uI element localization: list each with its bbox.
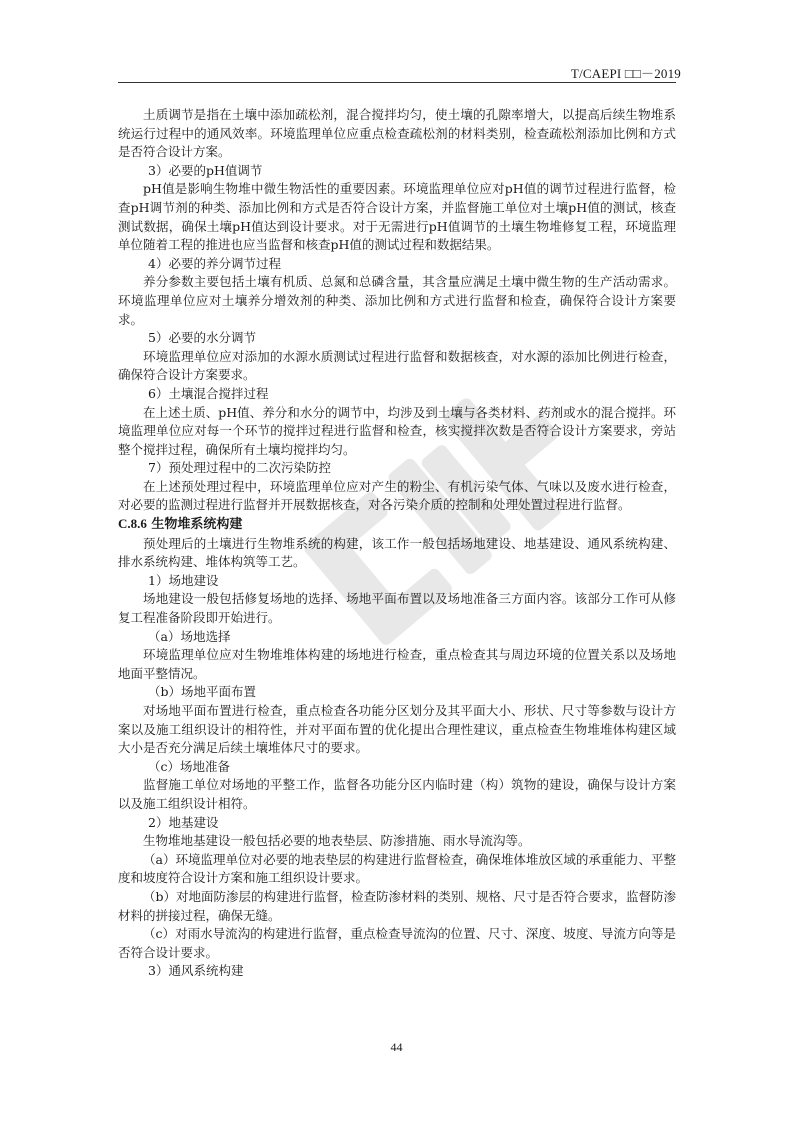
paragraph: 监督施工单位对场地的平整工作，监督各功能分区内临时建（构）筑物的建设，确保与设计方案以及施工组织设计相符。	[118, 777, 676, 811]
header-rule	[118, 82, 676, 83]
paragraph: 土质调节是指在土壤中添加疏松剂，混合搅拌均匀，使土壤的孔隙率增大，以提高后续生物堆系统运行过程中的通风效率。环境监理单位应重点检查疏松剂的材料类别，检查疏松剂添加比例和方式是否符合设计方案。	[118, 107, 676, 160]
section-heading	[118, 515, 676, 535]
paragraph: 生物堆地基建设一般包括必要的地表垫层、防渗措施、雨水导流沟等。	[143, 833, 531, 849]
list-item-heading: 1）场地建设	[148, 572, 219, 588]
paragraph: pH值是影响生物堆中微生物活性的重要因素。环境监理单位应对pH值的调节过程进行监督，检查pH调节剂的种类、添加比例和方式是否符合设计方案，并监督施工单位对土壤pH值的测试，核查测试数据，确保土壤pH值达到设计要求。对于无需进行pH值调节的土壤生物堆修复工程，环境监理单位随着工程的推进也应当监督和核查pH值的测试过程和数据结果。	[118, 181, 676, 253]
paragraph: 预处理后的土壤进行生物堆系统的构建，该工作一般包括场地建设、地基建设、通风系统构建、排水系统构建、堆体构筑等工艺。	[118, 535, 676, 570]
list-item-heading: 2）地基建设	[148, 814, 219, 830]
paragraph: 场地建设一般包括修复场地的选择、场地平面布置以及场地准备三方面内容。该部分工作可从修复工程准备阶段即开始进行。	[118, 591, 676, 626]
list-item-heading: 7）预处理过程中的二次污染防控	[148, 460, 331, 476]
sub-item-heading: （b）场地平面布置	[148, 684, 257, 700]
paragraph: （c）对雨水导流沟的构建进行监督，重点检查导流沟的位置、尺寸、深度、坡度、导流方向等是否符合设计要求。	[118, 926, 676, 960]
paragraph: 养分参数主要包括土壤有机质、总氮和总磷含量，其含量应满足土壤中微生物的生产活动需求。环境监理单位应对土壤养分增效剂的种类、添加比例和方式进行监督和检查，确保符合设计方案要求。	[118, 274, 676, 327]
paragraph: 在上述土质、pH值、养分和水分的调节中，均涉及到土壤与各类材料、药剂或水的混合搅拌。环境监理单位应对每一个环节的搅拌过程进行监督和检查，核实搅拌次数是否符合设计方案要求，旁站整个搅拌过程，确保所有土壤均搅拌均匀。	[118, 404, 676, 457]
paragraph: 对场地平面布置进行检查，重点检查各功能分区划分及其平面大小、形状、尺寸等参数与设计方案以及施工组织设计的相符性，并对平面布置的优化提出合理性建议，重点检查生物堆堆体构建区域大小是否充分满足后续土壤堆体尺寸的要求。	[118, 703, 676, 756]
sub-item-heading: （a）场地选择	[148, 628, 231, 644]
section-title: 生物堆系统构建	[151, 517, 243, 533]
list-item-heading: 5）必要的水分调节	[148, 330, 256, 346]
section-number: C.8.6	[118, 516, 147, 532]
list-item-heading: 6）土壤混合搅拌过程	[148, 385, 269, 401]
standard-code: T/CAEPI □□－2019	[570, 66, 681, 81]
list-item-heading: 3）通风系统构建	[148, 963, 244, 979]
page-number: 44	[390, 1040, 403, 1054]
list-item-heading: 4）必要的养分调节过程	[148, 255, 281, 271]
paragraph: 在上述预处理过程中，环境监理单位应对产生的粉尘、有机污染气体、气味以及废水进行检查，对必要的监测过程进行监督并开展数据核查，对各污染介质的控制和处理处置过程进行监督。	[118, 478, 676, 513]
paragraph: 环境监理单位应对生物堆堆体构建的场地进行检查，重点检查其与周边环境的位置关系以及场地地面平整情况。	[118, 647, 676, 681]
paragraph: （a）环境监理单位对必要的地表垫层的构建进行监督检查，确保堆体堆放区域的承重能力、平整度和坡度符合设计方案和施工组织设计要求。	[118, 851, 676, 886]
sub-item-heading: （c）场地准备	[148, 758, 231, 774]
paragraph: （b）对地面防渗层的构建进行监督，检查防渗材料的类别、规格、尺寸是否符合要求，监督防渗材料的拼接过程，确保无缝。	[118, 888, 677, 923]
paragraph: 环境监理单位应对添加的水源水质测试过程进行监督和数据核查，对水源的添加比例进行检查，确保符合设计方案要求。	[118, 348, 676, 383]
list-item-heading: 3）必要的pH值调节	[148, 162, 263, 178]
document-body	[118, 106, 676, 981]
